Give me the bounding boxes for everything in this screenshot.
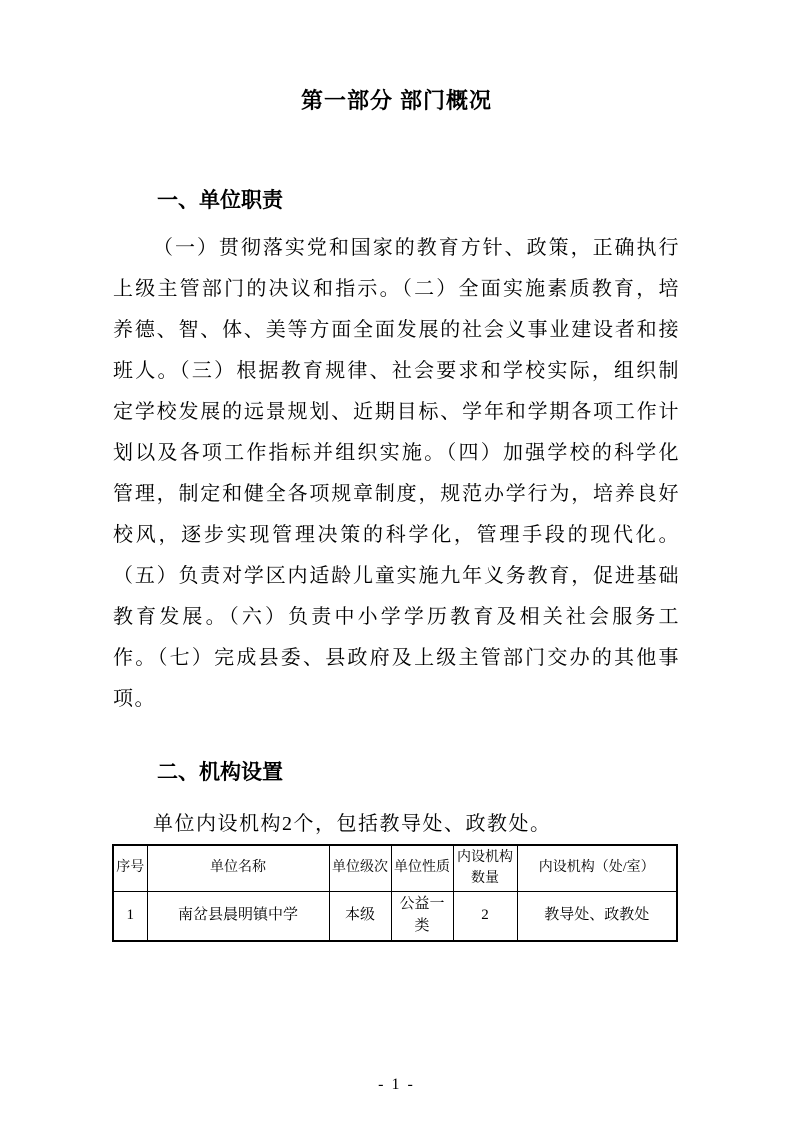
- cell-unit-level: 本级: [329, 892, 391, 941]
- cell-unit-name: 南岔县晨明镇中学: [147, 892, 329, 941]
- responsibilities-paragraph: （一）贯彻落实党和国家的教育方针、政策，正确执行上级主管部门的决议和指示。（二）全面实施素质教育，培养德、智、体、美等方面全面发展的社会义事业建设者和接班人。（三）根据教育规律、社会要求和学校实际，组织制定学校发展的远景规划、近期目标、学年和学期各项工作计划以及各项工作指标并组织实施。（四）加强学校的科学化管理，制定和健全各项规章制度，规范办学行为，培养良好校风，逐步实现管理决策的科学化，管理手段的现代化。（五）负责对学区内适龄儿童实施九年义务教育，促进基础教育发展。（六）负责中小学学历教育及相关社会服务工作。（七）完成县委、县政府及上级主管部门交办的其他事项。: [113, 237, 680, 710]
- document-title: 第一部分 部门概况: [300, 88, 493, 113]
- header-cell-unit-name: 单位名称: [147, 845, 329, 892]
- table-header-row: [113, 845, 677, 892]
- header-cell-internal-orgs: 内设机构（处/室）: [517, 845, 677, 892]
- section-heading-responsibilities: 一、单位职责: [157, 189, 283, 212]
- organization-table: [112, 844, 678, 942]
- header-cell-index: 序号: [113, 845, 147, 892]
- header-cell-unit-level: 单位级次: [329, 845, 391, 892]
- page-number: - 1 -: [378, 1076, 415, 1093]
- cell-unit-type: 公益一类: [391, 892, 453, 941]
- header-cell-internal-org-count: 内设机构数量: [453, 845, 517, 892]
- cell-internal-orgs: 教导处、政教处: [517, 892, 677, 941]
- section-heading-organization: 二、机构设置: [157, 761, 283, 784]
- cell-index: 1: [113, 892, 147, 941]
- organization-paragraph: 单位内设机构2个，包括教导处、政教处。: [153, 813, 552, 835]
- header-cell-unit-type: 单位性质: [391, 845, 453, 892]
- cell-internal-org-count: 2: [453, 892, 517, 941]
- table-row: [113, 892, 677, 941]
